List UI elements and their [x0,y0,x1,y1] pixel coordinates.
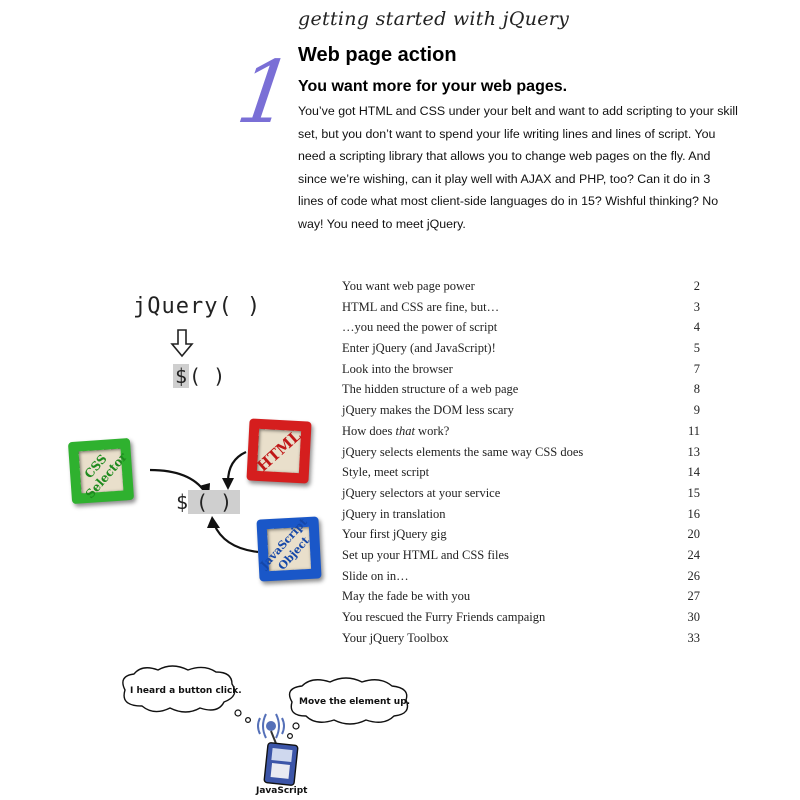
toc-entry-title: HTML and CSS are fine, but… [342,299,500,314]
css-selector-label: CSS Selector [81,449,130,502]
thought-bubble-right-text: Move the element up. [299,697,411,707]
javascript-object-frame [256,516,321,581]
css-selector-frame [68,438,134,504]
toc-entry-page: 24 [687,547,700,562]
toc-entry-title: Style, meet script [342,465,430,480]
toc-entry-page: 27 [687,589,700,604]
toc-entry-page: 7 [693,361,700,376]
toc-entry-title: May the fade be with you [342,589,471,604]
css-to-dollar-arrow-icon [150,470,205,492]
toc-entry-title: …you need the power of script [342,320,498,335]
toc-entry-title: jQuery selectors at your service [342,485,501,500]
toc-entry-page: 5 [693,341,700,356]
toc-entry-page: 4 [693,320,700,335]
dollar-sign: $ [175,364,188,388]
toc-entry-page: 8 [693,382,700,397]
toc-entry-page: 33 [687,630,700,645]
down-arrow-icon [172,330,192,356]
js-arrowhead-icon [207,516,220,528]
javascript-object-label: JavaScript Object [257,515,313,573]
toc-entry-page: 9 [693,403,700,418]
toc-entry-title: jQuery selects elements the same way CSS does [342,444,584,459]
js-to-dollar-arrow-icon [214,524,258,552]
toc-entry-title: How does that work? [342,423,450,438]
javascript-caption: JavaScript [256,786,308,796]
dollar-function-box [176,490,240,514]
toc-entry-title: Your jQuery Toolbox [342,630,449,645]
dollar-parens: ( ) [189,364,226,388]
chapter-kicker: getting started with jQuery [298,8,570,30]
javascript-character-icon [258,714,298,785]
toc-entry-title: Look into the browser [342,361,453,376]
thought-bubble-left-text: I heard a button click. [130,686,242,696]
toc-entry-page: 20 [687,527,700,542]
toc-entry-title: jQuery makes the DOM less scary [342,403,514,418]
html-frame [246,418,311,483]
toc-entry-title: jQuery in translation [342,506,446,521]
html-arrowhead-icon [222,478,234,490]
toc-entry-page: 3 [693,299,700,314]
toc-entry-title: Your first jQuery gig [342,527,447,542]
jquery-function-label: jQuery( ) [133,294,262,319]
html-to-dollar-arrow-icon [228,452,246,482]
toc-entry-title: You rescued the Furry Friends campaign [342,610,546,624]
dollar-parens-center: ( ) [188,490,240,514]
toc-entry-title: Slide on in… [342,568,409,583]
toc-entry-page: 11 [687,423,700,438]
toc-entry-page: 16 [687,506,700,521]
chapter-number: 1 [230,43,300,143]
chapter-subtitle: You want more for your web pages. [298,78,568,95]
toc-entry-page: 13 [687,444,700,459]
chapter-intro-text: You’ve got HTML and CSS under your belt and want to add scripting to your skill set, but you don’t want to spend your life writing lines and lines of script. You need a scripting library that allows you to change web pages on the fly. And since we’re wishing, can it play well with AJAX and PHP, too? Can it do in 3 lines of code what most client-side languages do in 15? Wishful thinking? No way! You need to meet jQuery. [298,104,738,231]
toc-entry-page: 26 [687,568,700,583]
dollar-sign-center: $ [176,490,189,514]
html-label: HTML [253,426,305,476]
toc-entry-page: 30 [687,610,700,624]
toc-entry-title: Enter jQuery (and JavaScript)! [342,341,496,356]
toc-entry-page: 2 [693,279,700,293]
chapter-title: Web page action [298,44,457,66]
toc-entry-title: Set up your HTML and CSS files [342,547,509,562]
toc-entry-title: You want web page power [342,279,475,293]
toc-entry-page: 15 [687,485,700,500]
toc-entry-page: 14 [687,465,700,480]
dollar-shortcut-label [173,364,225,388]
toc-entry-title: The hidden structure of a web page [342,382,519,397]
